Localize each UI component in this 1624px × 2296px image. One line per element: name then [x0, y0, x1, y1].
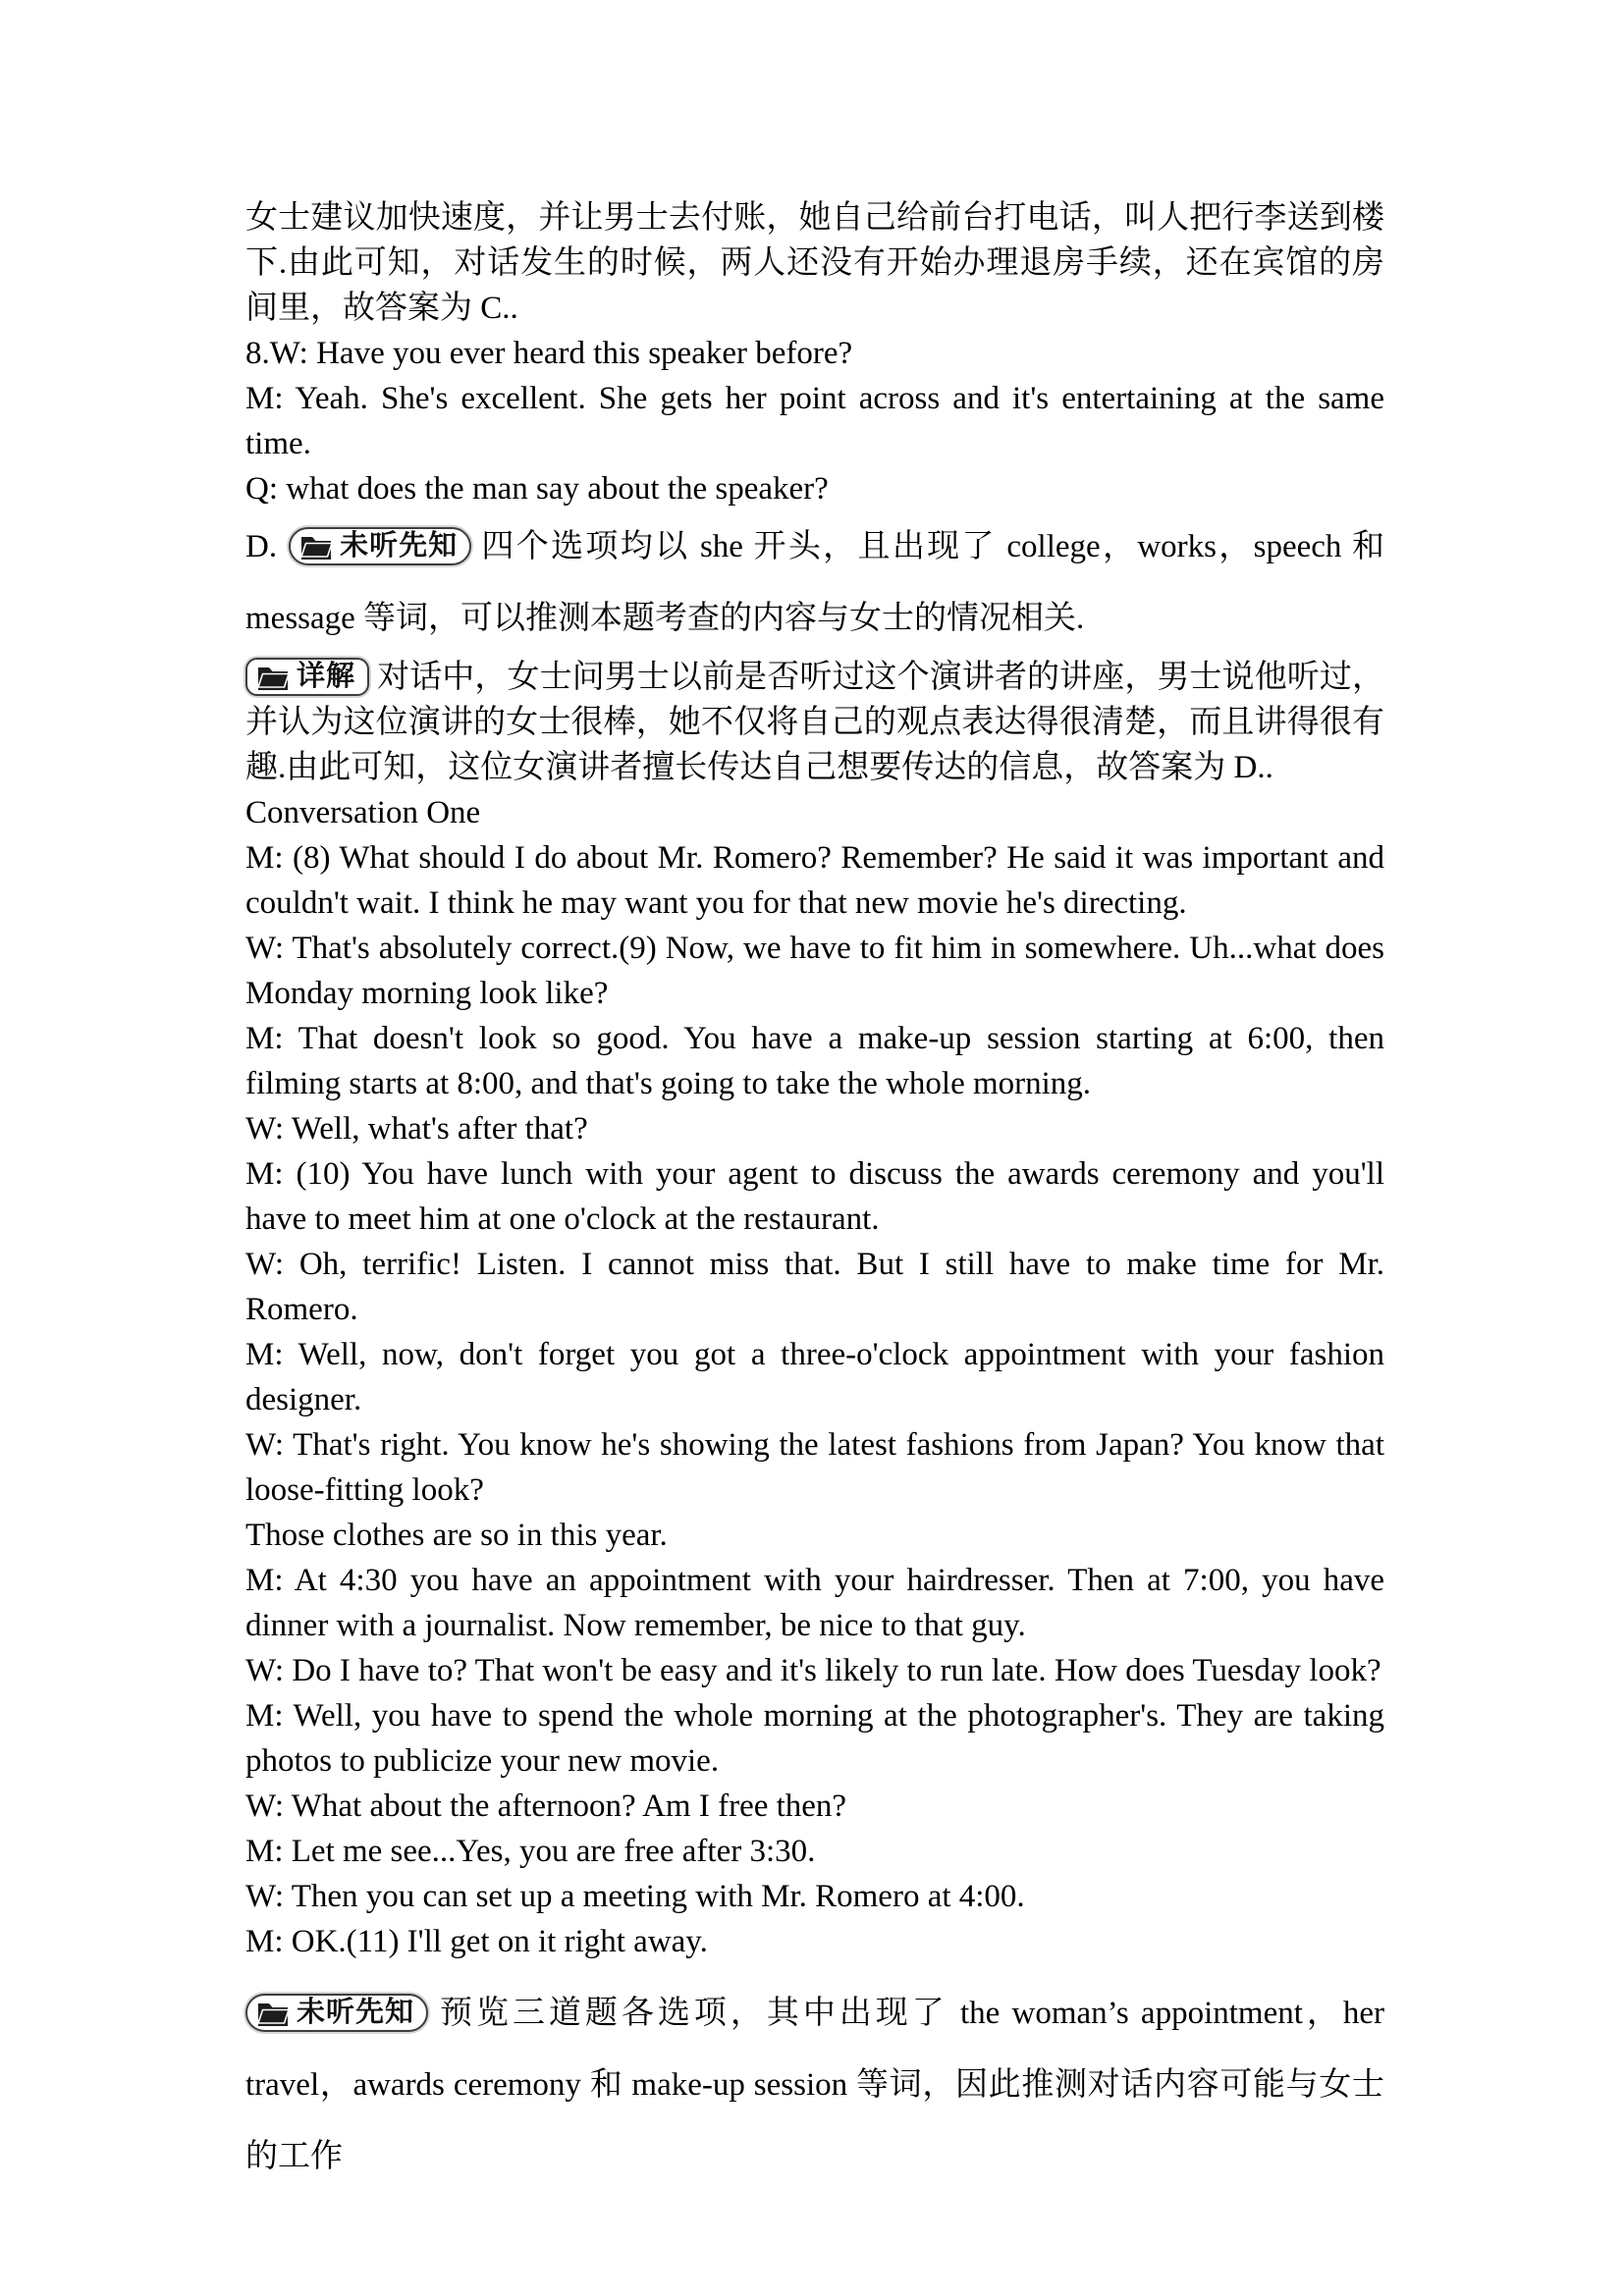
paragraph [245, 1513, 1384, 1558]
paragraph [245, 1919, 1384, 1964]
paragraph-text: W: Do I have to? That won't be easy and it's likely to run late. How does Tuesday look? [245, 1653, 1381, 1688]
paragraph [245, 835, 1384, 926]
paragraph-text: 8.W: Have you ever heard this speaker before? [245, 336, 853, 371]
paragraph-text: 四个选项均以 she 开头，且出现了 college，works，speech 和 message 等词，可以推测本题考查的内容与女士的情况相关. [245, 529, 1384, 636]
paragraph [245, 1242, 1384, 1332]
paragraph-text: W: Then you can set up a meeting with Mr. Romero at 4:00. [245, 1879, 1025, 1914]
paragraph-text: Those clothes are so in this year. [245, 1518, 668, 1553]
paragraph [245, 1693, 1384, 1784]
paragraph [245, 376, 1384, 466]
paragraph-text: 女士建议加快速度，并让男士去付账，她自己给前台打电话，叫人把行李送到楼下.由此可知，对话发生的时候，两人还没有开始办理退房手续，还在宾馆的房间里，故答案为 C.. [245, 200, 1384, 326]
paragraph-text: Conversation One [245, 795, 481, 830]
open-folder-icon [256, 2000, 290, 2026]
paragraph [245, 1829, 1384, 1874]
paragraph-text: M: That doesn't look so good. You have a make-up session starting at 6:00, then filming starts at 8:00, and that's going to take the whole morning. [245, 1021, 1384, 1101]
paragraph [245, 195, 1384, 331]
paragraph-text: M: (8) What should I do about Mr. Romero? Remember? He said it was important and couldn't wait. I think he may want you for that new movie he's directing. [245, 840, 1384, 921]
paragraph [245, 926, 1384, 1016]
paragraph [245, 1558, 1384, 1648]
paragraph [245, 466, 1384, 511]
paragraph-text: M: At 4:30 you have an appointment with your hairdresser. Then at 7:00, you have dinner with a journalist. Now remember, be nice to that guy. [245, 1563, 1384, 1643]
paragraph [245, 1332, 1384, 1422]
listen-first-badge [289, 527, 471, 565]
paragraph [245, 790, 1384, 835]
paragraph [245, 1016, 1384, 1106]
paragraph [245, 1106, 1384, 1151]
paragraph [245, 1422, 1384, 1513]
paragraph-text: W: Well, what's after that? [245, 1111, 588, 1147]
paragraph [245, 655, 1384, 790]
listen-first-badge [245, 1994, 428, 2032]
paragraph-text: M: Let me see...Yes, you are free after 3:30. [245, 1834, 816, 1869]
detailed-explanation-badge [245, 658, 369, 696]
paragraph [245, 511, 1384, 655]
paragraph [245, 1784, 1384, 1829]
paragraph-text: W: That's absolutely correct.(9) Now, we have to fit him in somewhere. Uh...what does Monday morning look like? [245, 931, 1384, 1011]
paragraph-text: Q: what does the man say about the speaker? [245, 471, 829, 507]
paragraph [245, 331, 1384, 376]
paragraph-text: W: Oh, terrific! Listen. I cannot miss that. But I still have to make time for Mr. Romero. [245, 1247, 1384, 1327]
paragraph-text: M: OK.(11) I'll get on it right away. [245, 1924, 708, 1959]
paragraph-text: M: Well, you have to spend the whole morning at the photographer's. They are taking photos to publicize your new movie. [245, 1698, 1384, 1779]
paragraph [245, 1648, 1384, 1693]
paragraph-text: M: Yeah. She's excellent. She gets her point across and it's entertaining at the same time. [245, 381, 1384, 461]
paragraph-text: 对话中，女士问男士以前是否听过这个演讲者的讲座，男士说他听过，并认为这位演讲的女士很棒，她不仅将自己的观点表达得很清楚，而且讲得很有趣.由此可知，这位女演讲者擅长传达自己想要传达的信息，故答案为 D.. [245, 660, 1384, 785]
paragraph-text: M: (10) You have lunch with your agent to discuss the awards ceremony and you'll have to meet him at one o'clock at the restaurant. [245, 1156, 1384, 1237]
paragraph [245, 1151, 1384, 1242]
paragraph [245, 1874, 1384, 1919]
paragraph [245, 1978, 1384, 2193]
answer-option-label: D. [245, 529, 278, 564]
paragraph-text: W: That's right. You know he's showing the latest fashions from Japan? You know that loose-fitting look? [245, 1427, 1384, 1508]
open-folder-icon [299, 533, 333, 560]
paragraph-text: M: Well, now, don't forget you got a three-o'clock appointment with your fashion designer. [245, 1337, 1384, 1417]
document-content [245, 195, 1384, 2193]
badge-label: 详解 [297, 660, 356, 692]
open-folder-icon [256, 664, 290, 690]
paragraph-text: 预览三道题各选项，其中出现了 the woman’s appointment，her travel，awards ceremony 和 make-up session 等词，因此推测对话内容可能与女士的工作 [245, 1996, 1384, 2174]
paragraph-text: W: What about the afternoon? Am I free then? [245, 1789, 847, 1824]
badge-label: 未听先知 [297, 1996, 415, 2028]
badge-label: 未听先知 [340, 529, 459, 561]
